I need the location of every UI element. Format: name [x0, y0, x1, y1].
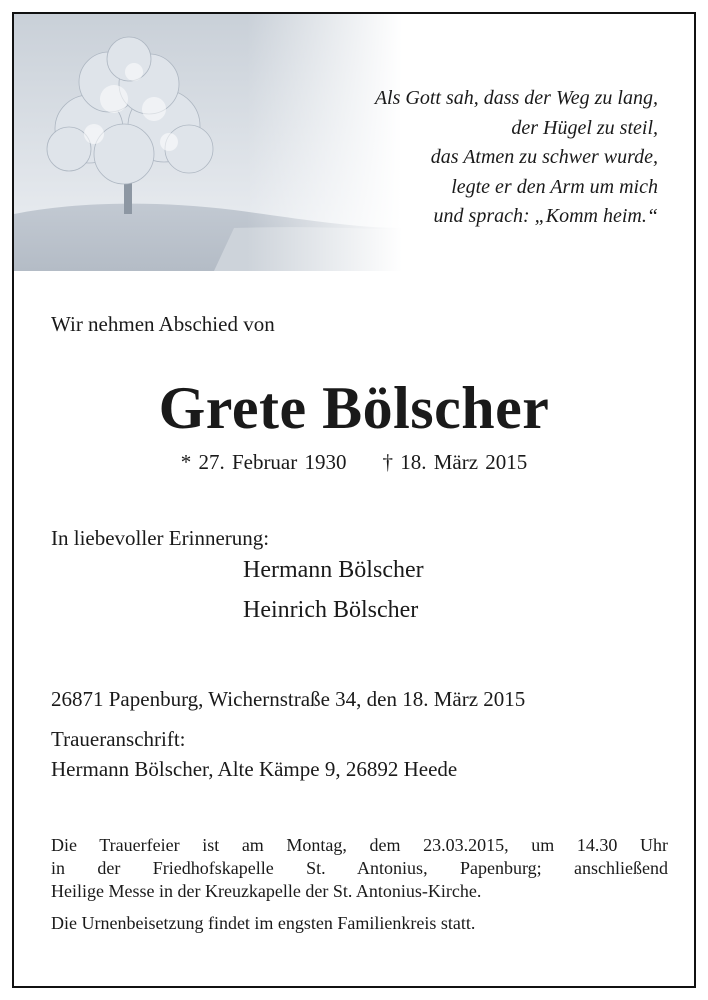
mourner-name: Hermann Bölscher	[243, 557, 424, 583]
poem-line: der Hügel zu steil,	[511, 116, 658, 139]
poem-line: und sprach: „Komm heim.“	[433, 205, 658, 227]
place-date: 26871 Papenburg, Wichernstraße 34, den 18. März 2015	[51, 687, 526, 711]
notice-line: Die Trauerfeier ist am Montag, dem 23.03.2015, um 14.30 Uhr	[51, 835, 668, 855]
burial-notice: Die Urnenbeisetzung findet im engsten Familienkreis statt.	[51, 913, 476, 933]
notice-line: in der Friedhofskapelle St. Antonius, Papenburg; anschließend	[51, 858, 668, 878]
mourning-address: Hermann Bölscher, Alte Kämpe 9, 26892 Heede	[51, 757, 458, 781]
mourning-address-label: Traueranschrift:	[51, 727, 186, 751]
service-notice	[51, 834, 668, 935]
birth-date: * 27. Februar 1930	[180, 450, 347, 474]
poem-line: Als Gott sah, dass der Weg zu lang,	[374, 87, 658, 109]
obituary-frame	[12, 12, 696, 988]
deceased-name: Grete Bölscher	[158, 375, 550, 441]
intro-text: Wir nehmen Abschied von	[51, 312, 275, 336]
poem-line: das Atmen zu schwer wurde,	[430, 146, 658, 168]
mourner-name: Heinrich Bölscher	[243, 597, 419, 623]
poem-line: legte er den Arm um mich	[451, 175, 658, 198]
life-dates	[14, 450, 694, 475]
notice-line: Heilige Messe in der Kreuzkapelle der St. Antonius-Kirche.	[51, 881, 482, 901]
memory-label: In liebevoller Erinnerung:	[51, 526, 270, 550]
death-date: † 18. März 2015	[382, 450, 528, 474]
poem	[298, 84, 658, 232]
address-block	[51, 684, 525, 784]
